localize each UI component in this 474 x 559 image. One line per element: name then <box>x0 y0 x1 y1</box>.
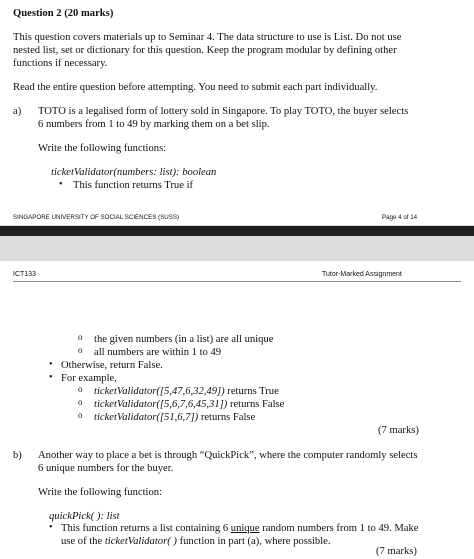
header-left: ICT133 <box>13 271 36 278</box>
footer-left: SINGAPORE UNIVERSITY OF SOCIAL SCIENCES (SUSS) <box>13 214 180 221</box>
intro-line: This question covers materials up to Seminar 4. The data structure to use is List. Do not use <box>13 32 402 43</box>
part-a-text <box>38 105 408 131</box>
part-a-line: 6 numbers from 1 to 49 by marking them on a bet slip. <box>38 119 270 131</box>
example-2-result: returns False <box>227 399 285 410</box>
quickpick-text: function in part (a), where possible. <box>176 536 331 548</box>
unique-word: unique <box>230 523 260 534</box>
part-b-line: 6 unique numbers for the buyer. <box>38 463 174 475</box>
quickpick-line-2 <box>61 535 419 548</box>
page-gap-dark <box>0 226 474 236</box>
condition-unique: the given numbers (in a list) are all unique <box>94 334 274 345</box>
function-signature-b: quickPick( ): list <box>49 511 120 522</box>
example-2 <box>94 398 284 411</box>
quickpick-text: random numbers from 1 to 49. Make <box>259 523 419 534</box>
validator-ref: ticketValidator( ) <box>104 536 177 548</box>
bullet-glyph: • <box>49 522 53 533</box>
otherwise-text: Otherwise, return False. <box>61 360 163 371</box>
circle-bullet: o <box>78 410 83 420</box>
marks-part-a: (7 marks) <box>378 425 419 436</box>
example-1-result: returns True <box>224 386 279 397</box>
returns-true-text: This function returns True if <box>73 180 194 191</box>
header-right: Tutor-Marked Assignment <box>322 271 402 278</box>
part-a-label: a) <box>13 106 22 117</box>
quickpick-line-1 <box>61 522 419 535</box>
question-heading: Question 2 (20 marks) <box>13 8 114 19</box>
circle-bullet: o <box>78 332 83 342</box>
condition-range: all numbers are within 1 to 49 <box>94 347 222 358</box>
example-2-call: ticketValidator([5,6,7,6,45,31]) <box>94 399 228 410</box>
circle-bullet: o <box>78 384 83 394</box>
circle-bullet: o <box>78 397 83 407</box>
circle-bullet: o <box>78 345 83 355</box>
bullet-glyph: • <box>59 179 63 190</box>
read-instruction: Read the entire question before attempting. You need to submit each part individually. <box>13 82 378 93</box>
example-1 <box>94 385 279 398</box>
intro-paragraph <box>13 31 463 71</box>
footer-right: Page 4 of 14 <box>382 214 418 221</box>
example-1-call: ticketValidator([5,47,6,32,49]) <box>94 386 225 397</box>
intro-line: nested list, set or dictionary for this question. Keep the program modular by defining other <box>13 45 397 57</box>
example-3-call: ticketValidator([51,6,7]) <box>94 412 199 423</box>
part-b-text <box>38 449 418 475</box>
part-b-line: Another way to place a bet is through “QuickPick”, where the computer randomly selects <box>38 450 418 461</box>
quickpick-desc <box>61 522 419 548</box>
example-3-result: returns False <box>198 412 256 423</box>
bullet-glyph: • <box>49 359 53 370</box>
example-3 <box>94 411 255 424</box>
write-functions-label: Write the following functions: <box>38 143 167 154</box>
intro-line: functions if necessary. <box>13 58 108 70</box>
function-signature-a: ticketValidator(numbers: list): boolean <box>51 167 217 178</box>
marks-part-b: (7 marks) <box>376 546 417 557</box>
bullet-glyph: • <box>49 372 53 383</box>
quickpick-text: This function returns a list containing 6 <box>61 523 231 534</box>
quickpick-text: use of the <box>61 536 105 548</box>
part-b-label: b) <box>13 450 22 461</box>
write-function-label: Write the following function: <box>38 487 163 498</box>
header-rule <box>13 281 461 282</box>
for-example-text: For example, <box>61 373 117 384</box>
part-a-line: TOTO is a legalised form of lottery sold in Singapore. To play TOTO, the buyer selects <box>38 106 409 117</box>
